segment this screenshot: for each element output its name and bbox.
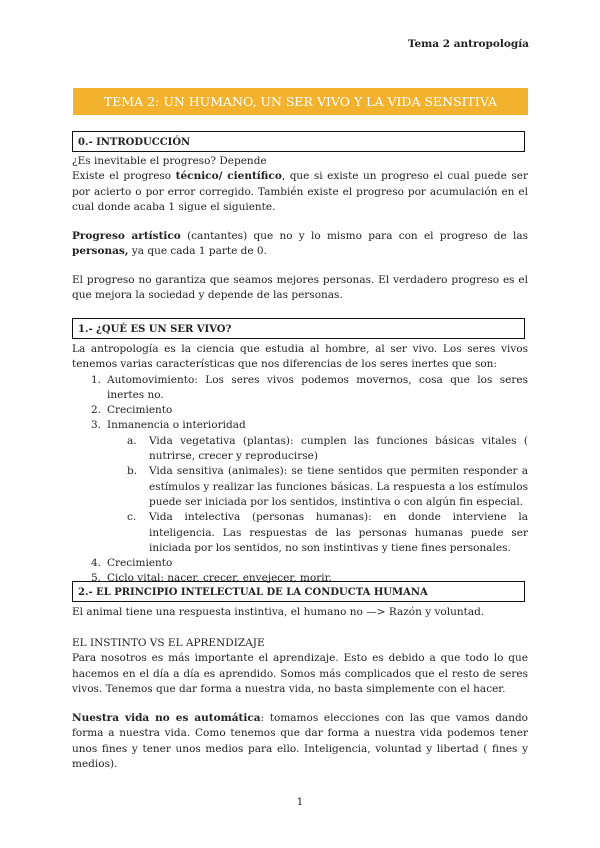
list-item <box>72 373 528 404</box>
list-text: Ciclo vital: nacer, crecer, envejecer, morir. <box>107 572 332 585</box>
list-text: Vida intelectiva (personas humanas): en donde interviene la inteligencia. Las respuestas de las personas humanas puede ser iniciada por los sentidos, no son instintivas y tiene fines personales. <box>149 511 528 554</box>
paragraph <box>72 605 528 620</box>
section-introduccion-body <box>72 154 528 215</box>
bold-term: Nuestra vida no es automática <box>72 712 261 724</box>
list-number: 5. <box>91 572 102 585</box>
sub-list-item <box>72 434 528 465</box>
paragraph-text: El progreso no garantiza que seamos mejores personas. El verdadero progreso es el que mejora la sociedad y depende de las personas. <box>72 274 528 302</box>
list-number: 4. <box>91 557 102 570</box>
page-header: Tema 2 antropología <box>407 38 529 50</box>
list-text: Crecimiento <box>107 404 173 417</box>
section-heading-ser-vivo: 1.- ¿QUÉ ES UN SER VIVO? <box>72 318 525 339</box>
paragraph-text: Para nosotros es más importante el aprendizaje. Esto es debido a que todo lo que hacemos en el día a día es aprendido. Somos más complicados que el resto de seres vivos. Tenemos que dar forma a nuestra vida, no basta simplemente con el hacer. <box>72 652 528 695</box>
paragraph: La antropología es la ciencia que estudia al hombre, al ser vivo. Los seres vivos tenemos varias características que nos diferencias de los seres inertes que son: <box>72 343 528 371</box>
list-number: 1. <box>91 373 102 386</box>
sub-list-item <box>72 510 528 556</box>
text-run: (cantantes) que no y lo mismo para con el progreso de las <box>180 230 528 242</box>
paragraph <box>72 273 528 304</box>
list-item <box>72 403 528 418</box>
bold-term: Progreso artístico <box>72 230 181 242</box>
text-run: : tomamos elecciones con las que vamos dando forma a nuestra vida. Como tenemos que dar forma a nuestra vida podemos tener unos fines y tener unos medios para ello. Inteligencia, voluntad y libertad ( fines y medios). <box>72 712 529 770</box>
list-number: 3. <box>91 419 102 432</box>
paragraph <box>72 229 528 260</box>
bold-term: técnico/ científico <box>175 170 282 183</box>
section-ser-vivo-body <box>72 342 528 587</box>
list-text: Inmanencia o interioridad <box>107 419 246 432</box>
section-heading-principio-intelectual: 2.- EL PRINCIPIO INTELECTUAL DE LA CONDUCTA HUMANA <box>72 581 525 602</box>
list-letter: b. <box>127 465 138 478</box>
text-run: , que si existe un progreso el cual puede ser por acierto o por error corregido. También existe el progreso por acumulación en el cual donde acaba 1 sigue el siguiente. <box>72 170 528 213</box>
page-number: 1 <box>296 796 304 808</box>
paragraph <box>72 169 528 215</box>
paragraph <box>72 711 528 772</box>
bold-term: personas, <box>72 245 129 258</box>
paragraph-text: El animal tiene una respuesta instintiva, el humano no —> Razón y voluntad. <box>72 606 485 618</box>
subheading: EL INSTINTO VS EL APRENDIZAJE <box>72 637 265 649</box>
text-run: Existe el progreso <box>72 170 176 183</box>
paragraph: ¿Es inevitable el progreso? Depende <box>72 155 267 167</box>
list-text: Vida sensitiva (animales): se tiene sentidos que permiten responder a estímulos y realizar las funciones básicas. La respuesta a los estímulos puede ser iniciada por los sentidos, instintiva o con algún fin especial. <box>149 465 528 508</box>
list-text: Crecimiento <box>107 557 173 570</box>
section-principio-body <box>72 636 528 697</box>
list-item <box>72 556 528 571</box>
text-run: ya que cada 1 parte de 0. <box>128 245 267 258</box>
section-heading-introduccion: 0.- INTRODUCCIÓN <box>72 131 525 152</box>
list-letter: c. <box>127 511 137 524</box>
list-text: Vida vegetativa (plantas): cumplen las funciones básicas vitales ( nutrirse, crecer y reproducirse) <box>149 434 528 463</box>
page-title: TEMA 2: UN HUMANO, UN SER VIVO Y LA VIDA SENSITIVA <box>73 88 528 115</box>
list-item <box>72 418 528 433</box>
list-text: Automovimiento: Los seres vivos podemos movernos, cosa que los seres inertes no. <box>107 373 528 401</box>
list-letter: a. <box>127 434 137 447</box>
list-number: 2. <box>91 404 102 417</box>
sub-list-item <box>72 464 528 510</box>
